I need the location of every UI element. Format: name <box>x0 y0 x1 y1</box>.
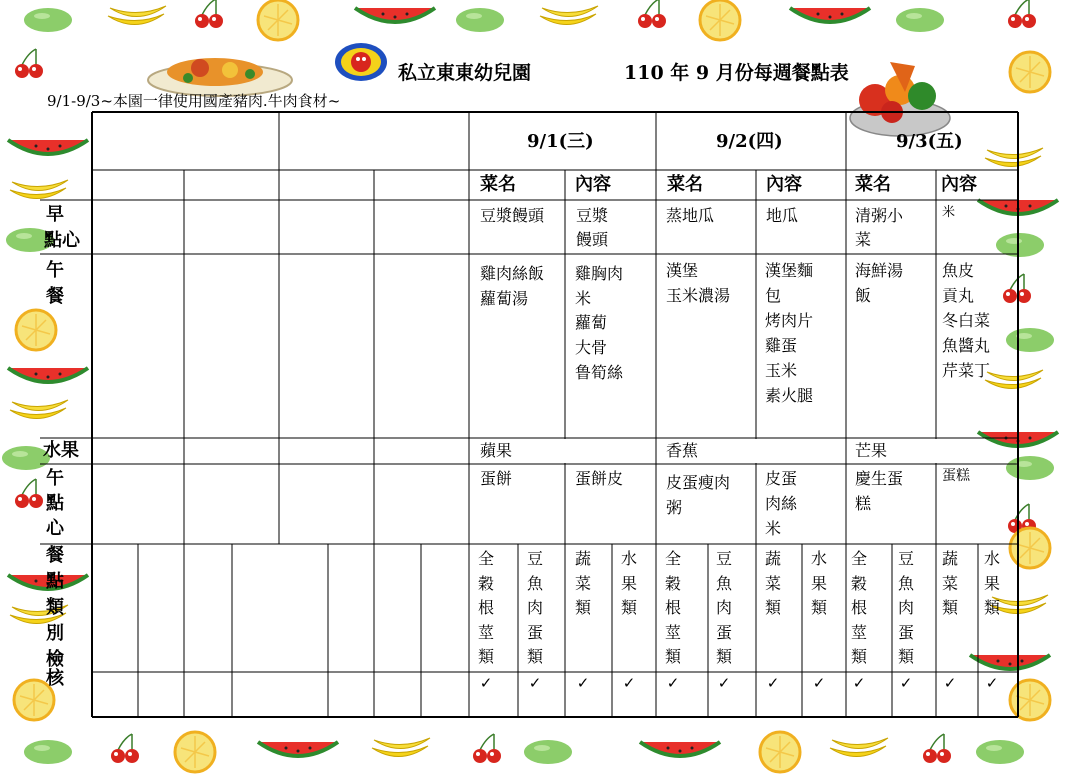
row-label-check-6: 核 <box>46 668 64 689</box>
breakfast-content-day2: 地瓜 <box>766 206 799 225</box>
category-grain-day1: 全穀根莖類 <box>477 549 494 666</box>
fruit-day1: 蘋果 <box>480 441 513 460</box>
lunch-content-day1-4: 大骨 <box>575 338 608 357</box>
row-label-check-5: 檢 <box>46 649 64 670</box>
afternoon-dish-day2-1: 皮蛋瘦肉 <box>666 473 731 492</box>
col-dish-day3: 菜名 <box>855 174 891 195</box>
row-label-check-4: 別 <box>46 623 64 644</box>
breakfast-content-day3: 米 <box>942 205 956 220</box>
afternoon-dish-day1: 蛋餅 <box>480 469 513 488</box>
fruit-day2: 香蕉 <box>666 441 699 460</box>
row-label-afternoon-1: 午 <box>46 468 64 489</box>
afternoon-content-day2-3: 米 <box>765 519 782 538</box>
lunch-content-day3-5: 芹菜丁 <box>942 361 991 380</box>
category-fruit-day1: 水果類 <box>620 549 637 617</box>
checkmark: ✓ <box>812 674 826 692</box>
breakfast-content-day1-1: 豆漿 <box>576 206 609 225</box>
checkmark: ✓ <box>622 674 636 692</box>
row-label-lunch-1: 午 <box>46 260 64 281</box>
col-content-day3: 內容 <box>941 174 977 195</box>
afternoon-content-day1: 蛋餅皮 <box>575 469 624 488</box>
lunch-content-day2-4: 雞蛋 <box>765 336 798 355</box>
lunch-content-day2-5: 玉米 <box>765 361 798 380</box>
checkmark: ✓ <box>479 674 493 692</box>
lunch-content-day2-6: 素火腿 <box>765 386 814 405</box>
fruit-day3: 芒果 <box>855 441 888 460</box>
date-header-day3: 9/3(五) <box>896 131 963 152</box>
checkmark: ✓ <box>943 674 957 692</box>
lunch-dish-day2-2: 玉米濃湯 <box>666 286 731 305</box>
category-protein-day2: 豆魚肉蛋類 <box>715 549 732 666</box>
checkmark: ✓ <box>666 674 680 692</box>
breakfast-dish-day2: 蒸地瓜 <box>666 206 715 225</box>
row-label-afternoon-3: 心 <box>46 518 64 539</box>
afternoon-content-day2-2: 肉絲 <box>765 494 798 513</box>
row-label-check-1: 餐 <box>46 545 64 566</box>
category-grain-day2: 全穀根莖類 <box>664 549 681 666</box>
lunch-dish-day3-1: 海鮮湯 <box>855 261 904 280</box>
row-label-check-2: 點 <box>46 571 64 592</box>
checkmark: ✓ <box>528 674 542 692</box>
lunch-content-day1-1: 雞胸肉 <box>575 264 624 283</box>
lunch-content-day1-5: 鲁筍絲 <box>575 363 624 382</box>
row-label-check-3: 類 <box>46 597 64 618</box>
row-label-fruit: 水果 <box>43 440 79 461</box>
category-vegetable-day2: 蔬菜類 <box>764 549 781 617</box>
afternoon-dish-day2-2: 粥 <box>666 498 683 517</box>
afternoon-content-day2-1: 皮蛋 <box>765 469 798 488</box>
menu-title: 110 年 9 月份每週餐點表 <box>624 62 849 84</box>
lunch-content-day2-3: 烤肉片 <box>765 311 814 330</box>
col-dish-day2: 菜名 <box>667 174 703 195</box>
category-grain-day3: 全穀根莖類 <box>850 549 867 666</box>
breakfast-dish-day3-2: 菜 <box>855 230 872 249</box>
row-label-breakfast-1: 早 <box>46 204 64 225</box>
date-header-day1: 9/1(三) <box>527 131 594 152</box>
checkmark: ✓ <box>985 674 999 692</box>
row-label-breakfast-2: 點心 <box>44 230 80 251</box>
lunch-content-day2-2: 包 <box>765 286 782 305</box>
lunch-dish-day1-1: 雞肉絲飯 <box>480 264 545 283</box>
date-header-day2: 9/2(四) <box>716 131 783 152</box>
lunch-content-day3-1: 魚皮 <box>942 261 975 280</box>
lunch-dish-day1-2: 蘿蔔湯 <box>480 289 529 308</box>
col-content-day1: 內容 <box>575 174 611 195</box>
checkmark: ✓ <box>852 674 866 692</box>
category-vegetable-day3: 蔬菜類 <box>941 549 958 617</box>
category-fruit-day2: 水果類 <box>810 549 827 617</box>
lunch-content-day1-2: 米 <box>575 289 592 308</box>
category-fruit-day3: 水果類 <box>983 549 1000 617</box>
row-label-afternoon-2: 點 <box>46 493 64 514</box>
row-label-lunch-2: 餐 <box>46 286 64 307</box>
school-name: 私立東東幼兒園 <box>398 62 532 84</box>
checkmark: ✓ <box>576 674 590 692</box>
category-vegetable-day1: 蔬菜類 <box>574 549 591 617</box>
col-dish-day1: 菜名 <box>480 174 516 195</box>
lunch-dish-day2-1: 漢堡 <box>666 261 699 280</box>
lunch-content-day3-3: 冬白菜 <box>942 311 991 330</box>
breakfast-dish-day3-1: 清粥小 <box>855 206 904 225</box>
col-content-day2: 內容 <box>766 174 802 195</box>
category-protein-day3: 豆魚肉蛋類 <box>897 549 914 666</box>
afternoon-content-day3: 蛋糕 <box>942 468 970 484</box>
lunch-content-day3-2: 貢丸 <box>942 286 975 305</box>
category-protein-day1: 豆魚肉蛋類 <box>526 549 543 666</box>
lunch-content-day3-4: 魚醬丸 <box>942 336 991 355</box>
checkmark: ✓ <box>899 674 913 692</box>
afternoon-dish-day3-1: 慶生蛋 <box>855 469 904 488</box>
breakfast-dish-day1: 豆漿饅頭 <box>480 206 545 225</box>
breakfast-content-day1-2: 饅頭 <box>576 230 609 249</box>
lunch-dish-day3-2: 飯 <box>855 286 872 305</box>
checkmark: ✓ <box>766 674 780 692</box>
checkmark: ✓ <box>717 674 731 692</box>
lunch-content-day2-1: 漢堡麵 <box>765 261 814 280</box>
pork-beef-notice: 9/1-9/3~本園一律使用國產豬肉.牛肉食材~ <box>47 92 341 110</box>
afternoon-dish-day3-2: 糕 <box>855 494 872 513</box>
lunch-content-day1-3: 蘿蔔 <box>575 313 608 332</box>
